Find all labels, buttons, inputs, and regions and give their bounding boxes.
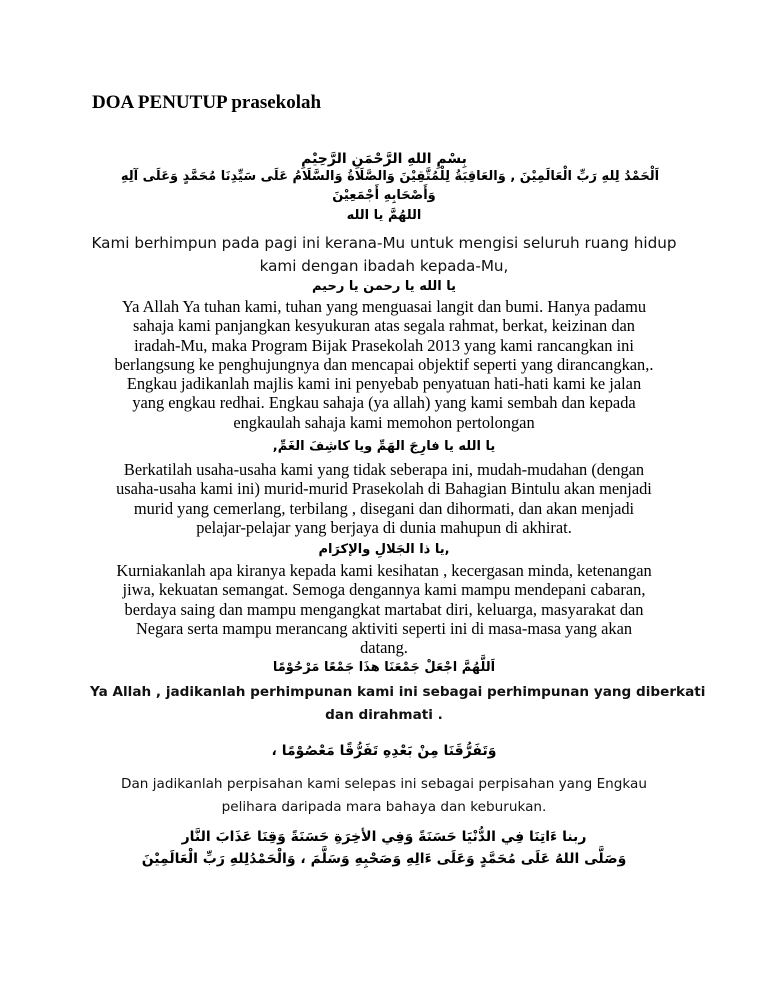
text-line: Kami berhimpun pada pagi ini kerana-Mu untuk mengisi seluruh ruang hidup	[91, 234, 677, 252]
opening-arabic-line-1: اَلْحَمْدُ لِلهِ رَبِّ الْعَالَمِيْنَ , وَالعَاقِبَةُ لِلْمُتَّقِيْنَ وَالصَّلَاةُ وَالسَّلَامُ عَلَى سَيِّدِنَا مُحَمَّدٍ وَعَلَى آلِهِ	[120, 169, 660, 184]
paragraph-5	[90, 773, 678, 819]
kami-berhimpun-paragraph	[90, 232, 678, 278]
text-line: Ya Allah , jadikanlah perhimpunan kami ini sebagai perhimpunan yang diberkati	[90, 684, 706, 700]
basmalah: بِسْمِ اللهِ الرَّحْمَنِ الرَّحِيْمِ	[301, 151, 467, 167]
text-line: berlangsung ke penghujungnya dan mencapai objektif seperti yang dirancangkan,.	[114, 354, 654, 374]
text-line: jiwa, kekuatan semangat. Semoga dengannya kami mampu mendepani cabaran,	[122, 580, 646, 600]
ya-allah-arabic: يا الله يا رحمن يا رحيم	[311, 279, 457, 294]
text-line: yang engkau redhai. Engkau sahaja (ya allah) yang kami sembah dan kepada	[132, 393, 636, 413]
document-title: DOA PENUTUP prasekolah	[92, 92, 322, 113]
text-line: berdaya saing dan mampu mengangkat martabat diri, keluarga, masyarakat dan	[124, 599, 644, 619]
text-line: datang.	[360, 638, 408, 658]
text-line: dan dirahmati .	[325, 707, 443, 723]
text-line: Negara serta mampu merancang aktiviti seperti ini di masa-masa yang akan	[135, 618, 633, 638]
paragraph-3	[90, 561, 678, 657]
text-line: iradah-Mu, maka Program Bijak Prasekolah 2013 yang kami rancangkan ini	[134, 335, 634, 355]
paragraph-4	[90, 681, 706, 727]
text-line: Ya Allah Ya tuhan kami, tuhan yang menguasai langit dan bumi. Hanya padamu	[121, 297, 647, 316]
paragraph-1	[90, 297, 678, 432]
text-line: usaha-usaha kami ini) murid-murid Prasekolah di Bahagian Bintulu akan menjadi	[116, 479, 652, 499]
text-line: Engkau jadikanlah majlis kami ini penyebab penyatuan hati-hati kami ke jalan	[126, 374, 642, 394]
faarij-arabic: يا الله يا فارِجَ الهَمِّ ويا كاشِفَ الغَمِّ,	[272, 439, 496, 454]
text-line: pelajar-pelajar yang berjaya di dunia mahupun di akhirat.	[196, 517, 572, 537]
text-line: pelihara daripada mara bahaya dan keburukan.	[221, 799, 547, 815]
allahumma-arabic: اللهُمَّ يا الله	[346, 208, 422, 223]
ijal-arabic: اَللَّهُمَّ اجْعَلْ جَمْعَنَا هذَا جَمْعًا مَرْحُوْمًا	[272, 660, 496, 675]
closing-arabic-line-2: وَصَلَّى اللهُ عَلَى مُحَمَّدٍ وَعَلَى ءَالِهِ وَصَحْبِهِ وَسَلَّمَ ، وَالْحَمْدُلِلهِ رَبِّ الْعَالَمِيْنَ	[141, 851, 627, 867]
text-line: kami dengan ibadah kepada-Mu,	[259, 257, 509, 275]
text-line: sahaja kami panjangkan kesyukuran atas segala rahmat, berkat, keizinan dan	[133, 316, 635, 336]
jalal-arabic: ,يا ذا الجَلالِ والإكرَام	[318, 542, 450, 557]
text-line: murid yang cemerlang, terbilang , disegani dan dihormati, dan akan menjadi	[133, 498, 635, 518]
paragraph-2	[90, 460, 678, 537]
opening-arabic-line-2: وَأَصْحَابِهِ أَجْمَعِيْنَ	[332, 188, 436, 203]
closing-arabic-line-1: ربنا ءَاتِنَا فِي الدُّنْيَا حَسَنَةً وَفِي الأخِرَةِ حَسَنَةً وَقِنَا عَذَابَ النَّار	[181, 829, 587, 845]
text-line: Kurniakanlah apa kiranya kepada kami kesihatan , kecergasan minda, ketenangan	[116, 561, 652, 580]
text-line: Berkatilah usaha-usaha kami yang tidak seberapa ini, mudah-mudahan (dengan	[123, 460, 645, 479]
tafarruq-arabic: وَتَفَرُّقَنَا مِنْ بَعْدِهِ تَفَرُّقًا مَعْصُوْمًا ،	[271, 743, 497, 759]
text-line: Dan jadikanlah perpisahan kami selepas ini sebagai perpisahan yang Engkau	[121, 776, 647, 792]
text-line: engkaulah sahaja kami memohon pertolongan	[233, 412, 535, 432]
